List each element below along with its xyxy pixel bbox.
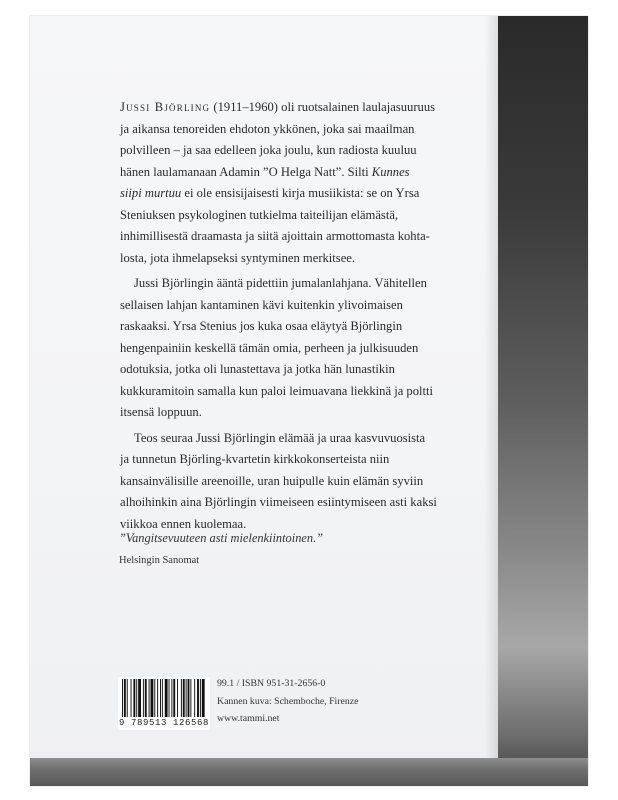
blurb-paragraph-1: Jussi Björling (1911–1960) oli ruotsalainen laulajasuuruus ja aikansa tenoreiden ehdoton ykkönen, joka sai maailman polvilleen – ja saa edelleen joka joulu, kun radiosta kuuluu hänen laulamanaan Adamin ”O Helga Natt”. Silti Kunnes siipi murtuu ei ole ensisijaisesti kirja musiikista: se on Yrsa Steniuksen psykologinen tutkielma taiteilijan elämästä, inhimillisestä draamasta ja siitä ajoittain armottomasta kohta- losta, jota ihmelapseksi syntyminen merkitsee. bbox=[120, 100, 436, 265]
blurb-paragraph-2: Jussi Björlingin ääntä pidettiin jumalanlahjana. Vähitellen sellaisen lahjan kantaminen kävi kuitenkin ylivoimaisen raskaaksi. Yrsa Stenius jos kuka osaa eläytyä Björlingin hengenpainiin keskellä tämän omia, perheen ja julkisuuden odotuksia, jotka oli lunastettava ja jotka hän lunastikin kukkuramitoin samalla kun paloi leimuavana liekkinä ja poltti itsensä loppuun. bbox=[120, 276, 434, 419]
review-quote: ”Vangitsevuuteen asti mielenkiintoinen.” bbox=[119, 531, 324, 545]
isbn-line: 99.1 / ISBN 951-31-2656-0 bbox=[217, 678, 326, 689]
barcode-bar bbox=[127, 679, 128, 717]
blurb-text bbox=[120, 97, 465, 535]
barcode-bar bbox=[188, 679, 190, 717]
book-bottom-edge bbox=[30, 758, 588, 786]
blurb-paragraph-3: Teos seuraa Jussi Björlingin elämää ja uraa kasvuvuosista ja tunnetun Björling-kvartetin kirkkokonserteista niin kansainvälisille areenoille, uran huipulle kuin elämän syviin alhoihinkin aina Björlingin viimeiseen esiintymiseen asti kaksi viikkoa ennen kuolemaa. bbox=[120, 430, 437, 531]
barcode-bar bbox=[131, 679, 132, 717]
barcode-bar bbox=[136, 679, 137, 717]
barcode-bar bbox=[194, 679, 195, 717]
isbn-barcode bbox=[118, 677, 210, 730]
barcode-bar bbox=[181, 679, 182, 717]
barcode-bar bbox=[186, 679, 187, 717]
barcode-bar bbox=[202, 679, 205, 717]
barcode-bar bbox=[183, 679, 185, 717]
barcode-bar bbox=[171, 679, 172, 717]
barcode-bar bbox=[149, 679, 150, 717]
barcode-bar bbox=[154, 679, 155, 717]
barcode-bar bbox=[197, 679, 199, 717]
barcode-bar bbox=[145, 679, 147, 717]
review-source: Helsingin Sanomat bbox=[119, 555, 200, 566]
barcode-bar bbox=[157, 679, 158, 717]
barcode-bar bbox=[169, 679, 170, 717]
barcode-bar bbox=[122, 679, 123, 717]
barcode-digits: 9 789513 126568 bbox=[118, 718, 209, 728]
cover-credit: Kannen kuva: Schemboche, Firenze bbox=[217, 695, 359, 707]
author-name: Jussi Björling bbox=[120, 100, 211, 114]
barcode-bars bbox=[122, 679, 206, 719]
book-spine bbox=[498, 16, 588, 786]
barcode-bar bbox=[190, 679, 191, 717]
barcode-bar bbox=[151, 679, 154, 717]
barcode-bar bbox=[177, 679, 178, 717]
publisher-website: www.tammi.net bbox=[217, 713, 280, 724]
barcode-bar bbox=[173, 679, 175, 717]
publisher-info bbox=[217, 675, 358, 728]
book-title: Kunnes bbox=[371, 164, 410, 179]
barcode-bar bbox=[162, 679, 163, 717]
barcode-bar bbox=[165, 679, 168, 717]
barcode-bar bbox=[143, 679, 144, 717]
barcode-bar bbox=[133, 679, 135, 717]
barcode-bar bbox=[124, 679, 126, 717]
barcode-bar bbox=[200, 679, 201, 717]
barcode-bar bbox=[138, 679, 141, 717]
book-title-cont: siipi murtuu bbox=[120, 186, 182, 200]
barcode-bar bbox=[160, 679, 161, 717]
